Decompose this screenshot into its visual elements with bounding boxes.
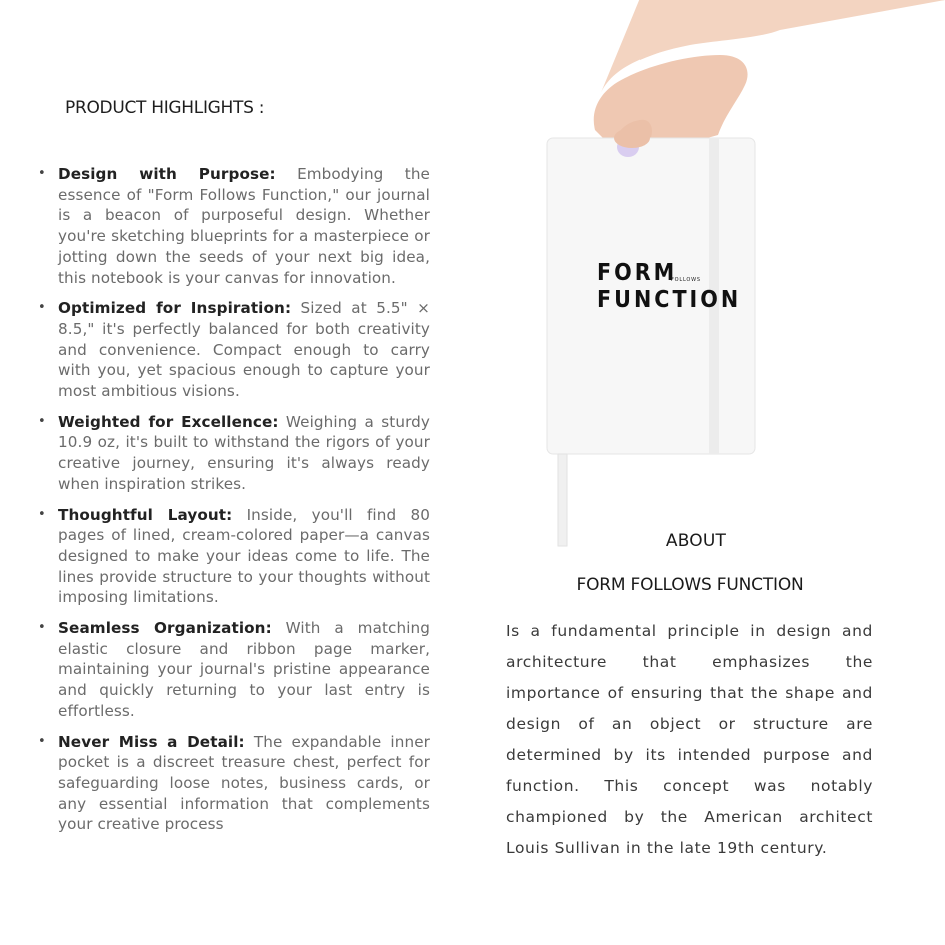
highlight-title: Optimized for Inspiration: — [58, 299, 292, 318]
cover-title-follows: FOLLOWS — [671, 277, 701, 283]
cover-title-function: FUNCTION — [597, 287, 742, 313]
highlight-title: Seamless Organization: — [58, 619, 272, 638]
highlight-title: Never Miss a Detail: — [58, 732, 245, 751]
highlight-text: Weighing a sturdy 10.9 oz, it's built to withstand the rigors of your creative journey, ensuring it's always ready when inspiration strikes. — [58, 412, 430, 493]
cover-title-form: FORM — [597, 260, 678, 286]
highlight-item — [38, 298, 430, 402]
highlights-list — [38, 164, 430, 845]
highlight-title: Thoughtful Layout: — [58, 505, 233, 524]
highlight-item — [38, 164, 430, 288]
product-highlights-heading: PRODUCT HIGHLIGHTS : — [65, 98, 265, 118]
highlight-text: Sized at 5.5" × 8.5," it's perfectly balanced for both creativity and convenience. Compact enough to carry with you, yet spacious enough to capture your most ambitious visions. — [58, 299, 430, 401]
highlight-item — [38, 618, 430, 722]
highlight-text: The expandable inner pocket is a discreet treasure chest, perfect for safeguarding loose notes, business cards, or any essential information that complements your creative process — [58, 732, 430, 834]
highlight-text: With a matching elastic closure and ribbon page marker, maintaining your journal's pristine appearance and quickly returning to your last entry is effortless. — [58, 619, 430, 720]
highlight-text: Embodying the essence of "Form Follows Function," our journal is a beacon of purposeful design. Whether you're sketching blueprints for a masterpiece or jotting down the seeds of your next big idea, this notebook is your canvas for innovation. — [58, 165, 431, 287]
highlight-item — [38, 732, 430, 836]
highlight-item — [38, 505, 430, 609]
highlight-item — [38, 412, 430, 495]
highlight-title: Weighted for Excellence: — [58, 412, 279, 431]
about-body-text: Is a fundamental principle in design and architecture that emphasizes the importance of ensuring that the shape and design of an object or structure are determined by its intended purpose and function. This concept was notably championed by the American architect Louis Sullivan in the late 19th century. — [506, 622, 873, 857]
about-title: FORM FOLLOWS FUNCTION — [576, 575, 804, 595]
about-label: ABOUT — [665, 531, 727, 551]
thumb-tip — [614, 128, 650, 148]
highlight-text: Inside, you'll find 80 pages of lined, cream-colored paper—a canvas designed to make your ideas come to life. The lines provide structure to your thoughts without imposing limitations. — [58, 505, 430, 607]
notebook-product-image — [540, 0, 945, 560]
highlight-title: Design with Purpose: — [58, 165, 276, 183]
